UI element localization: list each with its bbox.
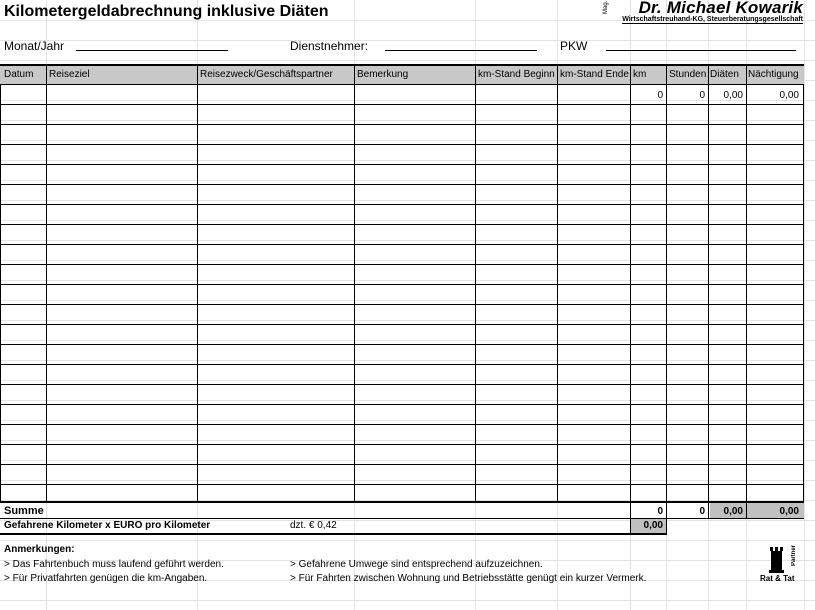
table-row-line bbox=[0, 344, 804, 345]
rate-text: dzt. € 0,42 bbox=[290, 520, 337, 531]
totals-divider-2 bbox=[666, 503, 667, 534]
table-row-line bbox=[0, 184, 804, 185]
table-row-line bbox=[0, 204, 804, 205]
col-datum: Datum bbox=[4, 69, 34, 80]
sum-stunden: 0 bbox=[699, 506, 705, 517]
bg-gridline-h bbox=[0, 600, 815, 601]
notes-heading: Anmerkungen: bbox=[4, 544, 75, 555]
header-column-line bbox=[557, 66, 558, 84]
col-km: km bbox=[633, 69, 647, 80]
table-row-line bbox=[0, 84, 804, 85]
badge-partner-text: Partner bbox=[791, 545, 797, 567]
table-column-line bbox=[0, 84, 1, 502]
table-row-line bbox=[0, 424, 804, 425]
header-column-line bbox=[46, 66, 47, 84]
totals-divider-4 bbox=[746, 503, 747, 518]
table-column-line bbox=[803, 84, 804, 502]
table-column-line bbox=[197, 84, 198, 502]
table-column-line bbox=[475, 84, 476, 502]
table-column-line bbox=[630, 84, 631, 502]
col-km-beginn: km-Stand Beginn bbox=[478, 69, 555, 80]
car-label: PKW bbox=[560, 39, 588, 53]
bg-gridline-v bbox=[804, 0, 805, 610]
table-row-line bbox=[0, 484, 804, 485]
bg-gridline-h bbox=[0, 40, 815, 41]
company-logo bbox=[603, 0, 803, 26]
table-row-line bbox=[0, 324, 804, 325]
col-naechtigung: Nächtigung bbox=[748, 69, 799, 80]
totals-divider-3 bbox=[708, 503, 709, 518]
header-column-line bbox=[666, 66, 667, 84]
col-stunden: Stunden bbox=[669, 69, 707, 80]
table-row-line bbox=[0, 144, 804, 145]
col-reisezweck: Reisezweck/Geschäftspartner bbox=[200, 69, 333, 80]
mileage-bottom-border bbox=[0, 533, 667, 535]
table-row-line bbox=[0, 244, 804, 245]
table-row-line bbox=[0, 364, 804, 365]
table-row-line bbox=[0, 404, 804, 405]
bg-gridline-h bbox=[0, 60, 815, 61]
col-bemerkung: Bemerkung bbox=[357, 69, 409, 80]
logo-subtitle bbox=[622, 16, 803, 23]
header-column-line bbox=[354, 66, 355, 84]
table-row-line bbox=[0, 124, 804, 125]
table-column-line bbox=[354, 84, 355, 502]
sum-label: Summe bbox=[4, 505, 44, 517]
header-column-line bbox=[630, 66, 631, 84]
table-column-line bbox=[46, 84, 47, 502]
header-column-line bbox=[746, 66, 747, 84]
table-row-line bbox=[0, 464, 804, 465]
table-row-line bbox=[0, 224, 804, 225]
row1-diaeten-value: 0,00 bbox=[723, 90, 743, 101]
sum-top-border bbox=[0, 501, 804, 503]
employee-input-line[interactable] bbox=[385, 50, 537, 51]
header-column-line bbox=[708, 66, 709, 84]
row1-naechtigung-value: 0,00 bbox=[779, 90, 799, 101]
badge-rat-tat-text: Rat & Tat bbox=[760, 574, 795, 583]
employee-label: Dienstnehmer: bbox=[290, 39, 369, 53]
note-4: > Für Fahrten zwischen Wohnung und Betriebsstätte genügt ein kurzer Vermerk. bbox=[290, 573, 647, 584]
table-row-line bbox=[0, 284, 804, 285]
trip-table-body[interactable] bbox=[0, 84, 804, 502]
logo-name: Dr. Michael Kowarik bbox=[638, 0, 803, 17]
col-reiseziel: Reiseziel bbox=[49, 69, 90, 80]
rat-und-tat-badge bbox=[757, 545, 801, 585]
table-row-line bbox=[0, 384, 804, 385]
table-column-line bbox=[708, 84, 709, 502]
mileage-total: 0,00 bbox=[643, 520, 663, 531]
sum-km: 0 bbox=[657, 506, 663, 517]
table-row-line bbox=[0, 264, 804, 265]
table-row-line bbox=[0, 164, 804, 165]
logo-prefix: Mag. bbox=[603, 0, 609, 14]
page-title: Kilometergeldabrechnung inklusive Diäten bbox=[4, 3, 329, 20]
col-diaeten: Diäten bbox=[710, 69, 739, 80]
month-year-label: Monat/Jahr bbox=[4, 39, 65, 53]
header-column-line bbox=[475, 66, 476, 84]
sum-naechtigung: 0,00 bbox=[779, 506, 799, 517]
bg-gridline-h bbox=[0, 540, 815, 541]
col-km-ende: km-Stand Ende bbox=[560, 69, 629, 80]
mileage-label: Gefahrene Kilometer x EURO pro Kilometer bbox=[4, 520, 211, 531]
logo-subtitle-underlined: Wirtschaftstreuhand-KG, bbox=[622, 16, 705, 23]
mileage-top-border bbox=[0, 518, 804, 519]
row1-stunden-value: 0 bbox=[699, 90, 705, 101]
month-year-input-line[interactable] bbox=[76, 50, 228, 51]
table-column-line bbox=[666, 84, 667, 502]
table-row-line bbox=[0, 104, 804, 105]
logo-subtitle-rest: Steuerberatungsgesellschaft bbox=[704, 16, 803, 23]
totals-divider-1 bbox=[630, 503, 631, 534]
note-1: > Das Fahrtenbuch muss laufend geführt werden. bbox=[4, 559, 224, 570]
table-row-line bbox=[0, 304, 804, 305]
row1-km-value: 0 bbox=[657, 90, 663, 101]
header-column-line bbox=[197, 66, 198, 84]
table-header-row bbox=[0, 64, 804, 84]
table-column-line bbox=[746, 84, 747, 502]
car-input-line[interactable] bbox=[606, 50, 796, 51]
sum-diaeten: 0,00 bbox=[723, 506, 743, 517]
note-3: > Für Privatfahrten genügen die km-Angaben. bbox=[4, 573, 208, 584]
table-row-line bbox=[0, 444, 804, 445]
note-2: > Gefahrene Umwege sind entsprechend aufzuzeichnen. bbox=[290, 559, 543, 570]
table-column-line bbox=[557, 84, 558, 502]
